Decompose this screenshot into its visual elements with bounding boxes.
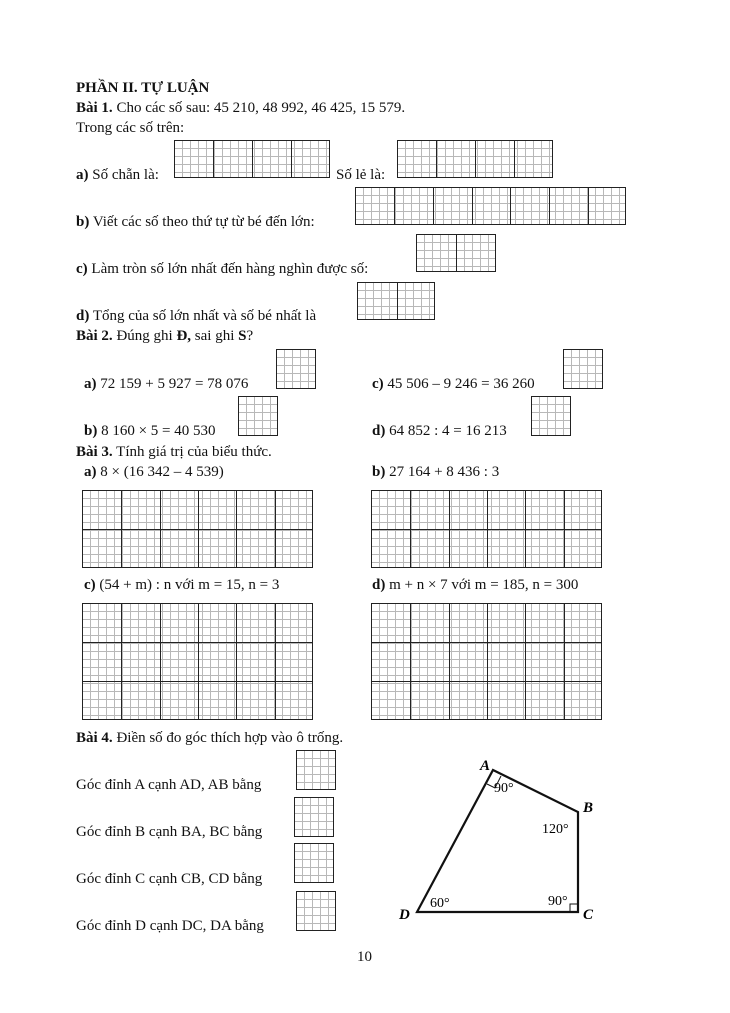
bai4-line-b: Góc đỉnh B cạnh BA, BC bằng (76, 824, 263, 840)
bai3-c-expr: (54 + m) : n với m = 15, n = 3 (95, 577, 280, 593)
bai2-d-label: d) (372, 423, 386, 439)
bai3-b (372, 463, 499, 481)
bai4-text: Điền số đo góc thích hợp vào ô trống. (112, 730, 344, 746)
bai3-b-label: b) (372, 464, 386, 480)
bai4-line-c: Góc đỉnh C cạnh CB, CD bằng (76, 871, 263, 887)
bai1-b-label: b) (76, 214, 90, 230)
bai3-b-expr: 27 164 + 8 436 : 3 (385, 464, 500, 480)
bai4-heading (76, 729, 343, 747)
bai2-d (372, 422, 507, 440)
right-angle-mark-c (570, 904, 578, 912)
bai4-label: Bài 4. (76, 730, 113, 746)
bai2-a (84, 375, 248, 393)
bai4-line-d: Góc đỉnh D cạnh DC, DA bằng (76, 918, 264, 934)
vertex-b-label: B (583, 800, 594, 816)
bai2-c (372, 375, 535, 393)
work-grid-c[interactable] (82, 603, 313, 720)
bai1-c-line (76, 260, 368, 278)
work-grid-a[interactable] (82, 490, 313, 568)
bai1-c-text: Làm tròn số lớn nhất đến hàng nghìn được số: (87, 261, 369, 277)
bai1-d-line (76, 307, 316, 325)
work-grid-b[interactable] (371, 490, 602, 568)
bai3-d-expr: m + n × 7 với m = 185, n = 300 (385, 577, 579, 593)
tf-box-b[interactable] (238, 396, 278, 436)
bai2-heading (76, 327, 253, 345)
angle-a-label: 90° (494, 781, 514, 796)
bai3-a-label: a) (84, 464, 97, 480)
bai1-label: Bài 1. (76, 100, 113, 116)
bai2-b (84, 422, 216, 440)
bai1-a-text: Số chẵn là: (88, 167, 159, 183)
bai1-text: Cho các số sau: 45 210, 48 992, 46 425, 15 579. (112, 100, 406, 116)
bai1-c-label: c) (76, 261, 88, 277)
bai1-b-line (76, 213, 315, 231)
bai1-d-label: d) (76, 308, 90, 324)
quadrilateral-figure (395, 752, 610, 927)
bai2-text-post: ? (246, 328, 254, 344)
bai1-heading (76, 99, 405, 117)
bai2-text-mid: sai ghi (191, 328, 239, 344)
answer-box-even[interactable] (174, 140, 330, 178)
section-title: PHẦN II. TỰ LUẬN (76, 80, 210, 96)
bai2-text-s: S (238, 328, 247, 344)
bai1-a-line (76, 166, 159, 184)
angle-box-a[interactable] (296, 750, 336, 790)
angle-box-b[interactable] (294, 797, 334, 837)
bai3-heading (76, 443, 272, 461)
bai2-c-label: c) (372, 376, 384, 392)
vertex-c-label: C (583, 907, 594, 923)
bai1-a-label: a) (76, 167, 89, 183)
angle-box-d[interactable] (296, 891, 336, 931)
bai2-a-expr: 72 159 + 5 927 = 78 076 (96, 376, 249, 392)
bai1-sub: Trong các số trên: (76, 120, 185, 136)
bai3-d (372, 576, 578, 594)
bai2-b-label: b) (84, 423, 98, 439)
bai4-line-a: Góc đỉnh A cạnh AD, AB bằng (76, 777, 262, 793)
bai3-d-label: d) (372, 577, 386, 593)
bai2-text-d: Đ, (176, 328, 192, 344)
answer-box-order[interactable] (355, 187, 626, 225)
angle-box-c[interactable] (294, 843, 334, 883)
angle-b-label: 120° (542, 822, 569, 837)
answer-box-sum[interactable] (357, 282, 435, 320)
bai2-label: Bài 2. (76, 328, 113, 344)
bai2-a-label: a) (84, 376, 97, 392)
vertex-a-label: A (480, 758, 491, 774)
bai2-c-expr: 45 506 – 9 246 = 36 260 (383, 376, 535, 392)
answer-box-odd[interactable] (397, 140, 553, 178)
angle-d-label: 60° (430, 896, 450, 911)
angle-c-label: 90° (548, 894, 568, 909)
answer-box-round[interactable] (416, 234, 496, 272)
bai3-a (84, 463, 224, 481)
bai3-text: Tính giá trị của biểu thức. (112, 444, 272, 460)
page-number: 10 (357, 949, 372, 965)
bai3-label: Bài 3. (76, 444, 113, 460)
work-grid-d[interactable] (371, 603, 602, 720)
bai1-a-text2: Số lẻ là: (336, 167, 386, 183)
bai3-a-expr: 8 × (16 342 – 4 539) (96, 464, 224, 480)
bai2-d-expr: 64 852 : 4 = 16 213 (385, 423, 507, 439)
bai3-c-label: c) (84, 577, 96, 593)
bai1-d-text: Tổng của số lớn nhất và số bé nhất là (89, 308, 317, 324)
bai2-b-expr: 8 160 × 5 = 40 530 (97, 423, 216, 439)
bai1-b-text: Viết các số theo thứ tự từ bé đến lớn: (89, 214, 315, 230)
tf-box-d[interactable] (531, 396, 571, 436)
bai2-text-pre: Đúng ghi (112, 328, 177, 344)
bai3-c (84, 576, 279, 594)
tf-box-a[interactable] (276, 349, 316, 389)
vertex-d-label: D (399, 907, 410, 923)
tf-box-c[interactable] (563, 349, 603, 389)
